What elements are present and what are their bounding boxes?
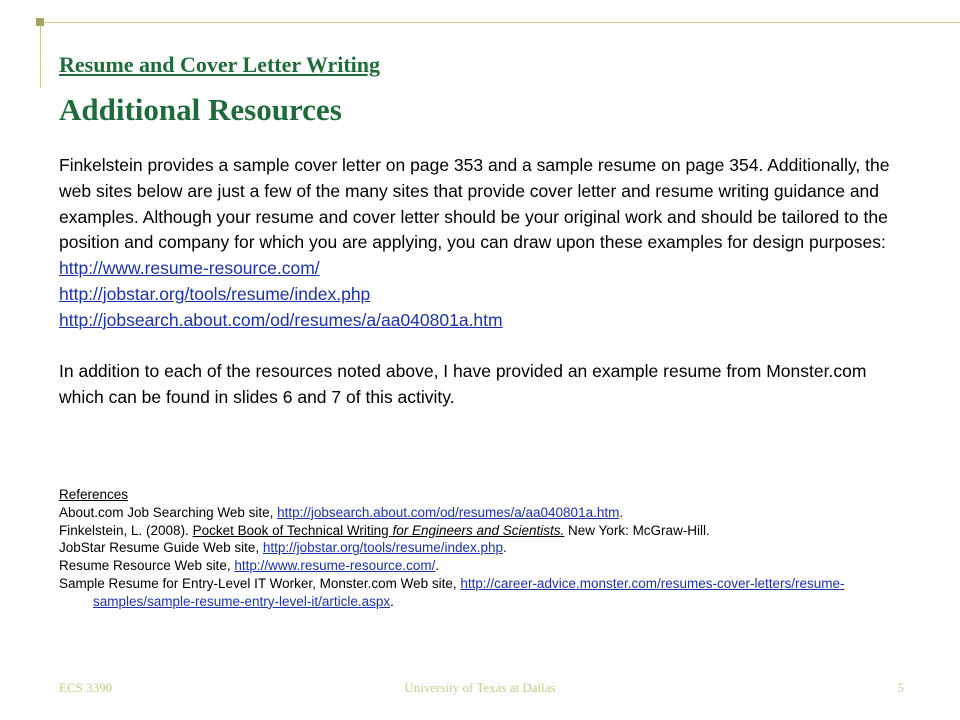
slide-title: Additional Resources (59, 92, 342, 127)
reference-item (59, 522, 909, 540)
resource-links (59, 256, 909, 333)
footer-slide-number: 5 (897, 680, 904, 695)
reference-item (59, 539, 909, 557)
reference-book-subtitle: for Engineers and Scientists. (392, 522, 565, 538)
reference-link[interactable]: http://www.resume-resource.com/ (234, 558, 436, 574)
monster-paragraph: In addition to each of the resources noted above, I have provided an example resume from Monster.com which can be found in slides 6 and 7 of this activity. (59, 361, 867, 408)
references-heading: References (59, 487, 129, 502)
intro-paragraph: Finkelstein provides a sample cover letter on page 353 and a sample resume on page 354. Additionally, the web sites below are just a few of the many sites that provide cover letter and resume writing guidance and examples. Although your resume and cover letter should be your original work and should be tailored to the position and company for which you are applying, you can draw upon these examples for design purposes: (59, 155, 890, 253)
reference-text: Sample Resume for Entry-Level IT Worker, Monster.com Web site, (59, 575, 461, 591)
section-title[interactable]: Resume and Cover Letter Writing (59, 52, 381, 77)
reference-text: Finkelstein, L. (2008). (59, 522, 193, 538)
reference-punct: . (503, 540, 507, 556)
reference-book-title: Pocket Book of Technical Writing (192, 522, 393, 538)
footer-course: ECS 3390 (59, 680, 113, 695)
reference-link[interactable]: http://jobsearch.about.com/od/resumes/a/aa040801a.htm (277, 504, 620, 520)
resource-link-jobstar[interactable]: http://jobstar.org/tools/resume/index.php (59, 283, 371, 304)
reference-item (59, 504, 909, 522)
reference-link[interactable]: http://career-advice.monster.com/resumes-cover-letters/resume-samples/sample-resume-entry-level-it/article.aspx (93, 575, 845, 609)
reference-item (59, 575, 909, 611)
reference-punct: . (390, 593, 394, 609)
frame-left-rule (40, 22, 41, 88)
reference-link[interactable]: http://jobstar.org/tools/resume/index.php (262, 540, 503, 556)
frame-corner-square (36, 18, 44, 26)
reference-punct: . (435, 558, 440, 574)
footer-institution: University of Texas at Dallas (404, 680, 556, 695)
reference-text: JobStar Resume Guide Web site, (59, 540, 263, 556)
resource-link-about[interactable]: http://jobsearch.about.com/od/resumes/a/aa040801a.htm (59, 309, 503, 330)
resource-link-resume-resource[interactable]: http://www.resume-resource.com/ (59, 258, 320, 279)
slide-body (59, 153, 909, 411)
reference-text: About.com Job Searching Web site, (59, 504, 278, 520)
frame-top-rule (40, 22, 960, 23)
reference-punct: . (619, 504, 624, 520)
reference-publisher: New York: McGraw-Hill. (564, 522, 710, 538)
reference-item (59, 557, 909, 575)
references-section (59, 486, 909, 611)
reference-text: Resume Resource Web site, (59, 558, 235, 574)
